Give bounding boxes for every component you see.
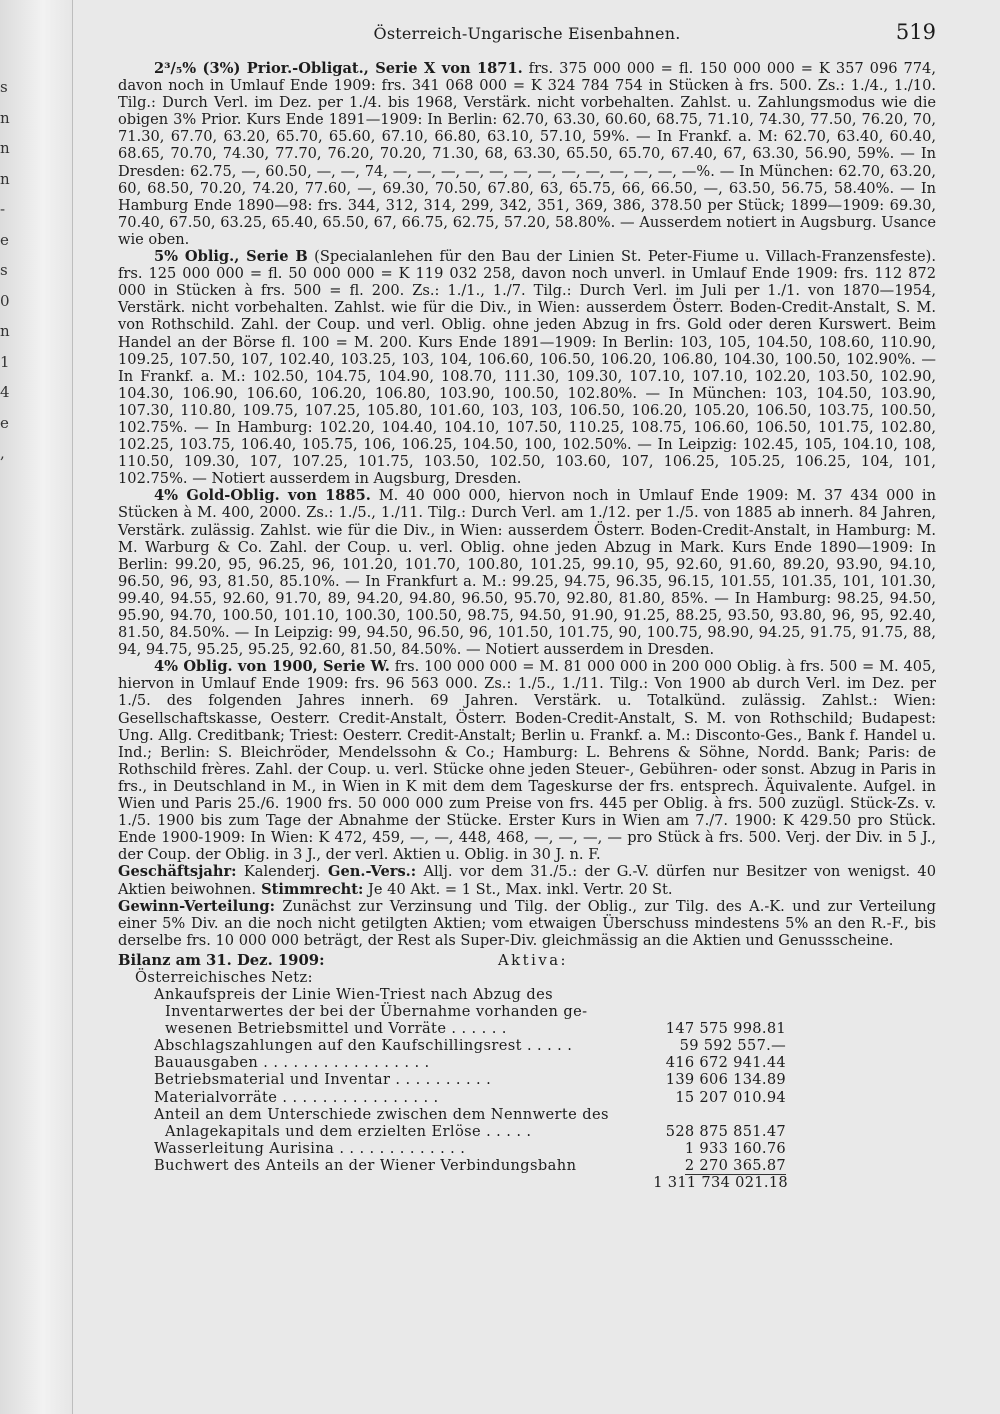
gutter-letter: 1 [0,352,10,371]
balance-label: wesenen Betriebsmittel und Vorräte . . . . . . [165,1020,507,1038]
balance-row [118,1089,936,1106]
balance-label: Buchwert des Anteils an der Wiener Verbindungsbahn [154,1156,577,1174]
stimmrecht-text: Je 40 Akt. = 1 St., Max. inkl. Vertr. 20 St. [363,880,673,898]
balance-row [118,1003,936,1020]
paragraph-lead: 5% Oblig., Serie B [154,248,308,266]
gewinn-lead: Gewinn-Verteilung: [118,897,275,915]
balance-amount: 528 875 851.47 [665,1122,786,1140]
balance-row [118,1020,936,1037]
page-header [118,14,936,48]
balance-row [118,1157,936,1174]
paragraph-lead: 2³/₅% (3%) Prior.-Obligat., Serie X von 1871. [154,60,523,77]
paragraph-text: (Specialanlehen für den Bau der Linien St. Peter-Fiume u. Villach-Franzensfeste). frs. 125 000 000 = fl. 50 000 000 = K 119 032 258, davon noch unverl. in Umlauf Ende 1909: frs. 112 872 000 in Stücken à frs. 500 = fl. 200. Zs.: 1./1., 1./7. Tilg.: Durch Verl. im Juli per 1./1. von 1870—1954, Verstärk. nicht vorbehalten. Zahlst. wie für die Div., in Wien: ausserdem Österr. Boden-Credit-Anstalt, S. M. von Rothschild. Zahl. der Coup. und verl. Oblig. ohne jeden Abzug in frs. Gold oder deren Kurswert. Beim Handel an der Börse fl. 100 = M. 200. Kurs Ende 1891—1909: In Berlin: 103, 105, 104.50, 108.60, 110.90, 109.25, 107.50, 107, 102.40, 103.25, 103, 104, 106.60, 106.50, 106.20, 106.80, 104.30, 100.50, 102.90%. — In Frankf. a. M.: 102.50, 104.75, 104.90, 108.70, 111.30, 109.30, 107.10, 107.10, 102.20, 103.50, 102.90, 104.30, 106.90, 106.60, 106.20, 106.80, 103.90, 100.50, 102.80%. — In München: 103, 104.50, 103.90, 107.30, 110.80, 109.75, 107.25, 105.80, 101.60, 103, 103, 106.50, 106.20, 105.20, 106.50, 103.75, 100.50, 102.75%. — In Hamburg: 102.20, 104.40, 104.10, 107.50, 110.25, 108.75, 106.60, 106.50, 101.75, 102.80, 102.25, 103.75, 106.40, 105.75, 106, 106.25, 104.50, 100, 102.50%. — In Leipzig: 102.45, 105, 104.10, 108, 110.50, 109.30, 107, 107.25, 101.75, 103.50, 102.50, 103.60, 107, 106.25, 105.25, 106.25, 104, 101, 102.75%. — Notiert ausserdem in Augsburg, Dresden. [118,248,936,488]
document-page [118,14,936,1404]
paragraph-lead: 4% Oblig. von 1900, Serie W. [154,658,390,676]
paragraph-geschaeftsjahr [118,863,936,897]
balance-label: Abschlagszahlungen auf den Kaufschillingsrest . . . . . [154,1037,573,1055]
balance-label: Bauausgaben . . . . . . . . . . . . . . . . . [154,1054,430,1072]
aktiva-label: Aktiva: [498,951,568,969]
gutter-letter: 4 [0,383,10,401]
geschaeftsjahr-lead: Geschäftsjahr: [118,863,237,881]
bilanz-title: Bilanz am 31. Dez. 1909: [118,951,325,969]
book-gutter [0,0,73,1414]
gutter-letter: s [0,78,8,96]
balance-label: Betriebsmaterial und Inventar . . . . . . . . . . [154,1071,492,1089]
balance-row [118,986,936,1003]
balance-amount: 1 933 160.76 [684,1139,786,1157]
gen-vers-text: Allj. vor dem 31./5.: der G.-V. dürfen nur Besitzer von wenigst. 40 Aktien beiwohnen. [118,863,936,898]
gutter-letter: n [0,322,10,340]
page-number: 519 [895,20,936,44]
paragraph-oblig-1900-serie-w [118,658,936,863]
balance-label: Ankaufspreis der Linie Wien-Triest nach Abzug des [154,985,554,1003]
gutter-letter: e [0,413,9,432]
balance-label: Wasserleitung Aurisina . . . . . . . . . . . . . [154,1139,466,1157]
balance-row [118,1106,936,1123]
running-title: Österreich-Ungarische Eisenbahnen. [373,24,681,43]
balance-label: Anteil an dem Unterschiede zwischen dem Nennwerte des [154,1105,609,1123]
balance-label: Inventarwertes der bei der Übernahme vorhanden ge- [165,1003,588,1021]
balance-table [118,969,936,1191]
paragraph-text: frs. 100 000 000 = M. 81 000 000 in 200 000 Oblig. à frs. 500 = M. 405, hiervon in Umlauf Ende 1909: frs. 96 563 000. Zs.: 1./5., 1./11. Tilg.: Von 1900 ab durch Verl. im Dez. per 1./5. des folgenden Jahres innerh. 69 Jahren. Verstärk. u. Totalkünd. zulässig. Zahlst.: Wien: Gesellschaftskasse, Oesterr. Credit-Anstalt, Österr. Boden-Credit-Anstalt, S. M. von Rothschild; Budapest: Ung. Allg. Creditbank; Triest: Oesterr. Credit-Anstalt; Berlin u. Frankf. a. M.: Disconto-Ges., Bank f. Handel u. Ind.; Berlin: S. Bleichröder, Mendelssohn & Co.; Hamburg: L. Behrens & Söhne, Nordd. Bank; Paris: de Rothschild frères. Zahl. der Coup. u. verl. Stücke ohne jeden Steuer-, Gebühren- oder sonst. Abzug in Paris in frs., in Deutschland in M., in Wien in K mit dem dem Tageskurse der frs. entsprech. Äquivalente. Aufgel. in Wien und Paris 25./6. 1900 frs. 50 000 000 zum Preise von frs. 445 per Oblig. à frs. 500 zuzügl. Stück-Zs. v. 1./5. 1900 bis zum Tage der Abnahme der Stücke. Erster Kurs in Wien am 7./7. 1900: K 429.50 pro Stück. Ende 1900-1909: In Wien: K 472, 459, —, —, 448, 468, —, —, —, — pro Stück à frs. 500. Verj. der Div. in 5 J., der Coup. der Oblig. in 3 J., der verl. Aktien u. Oblig. in 30 J. n. F. [118,658,936,864]
geschaeftsjahr-text: Kalenderj. [236,863,321,881]
balance-row [118,1071,936,1088]
gen-vers-lead: Gen.-Vers.: [320,863,417,881]
gutter-letter: - [0,200,6,218]
gutter-letter: e [0,230,9,249]
gutter-letter: n [0,139,10,157]
balance-amount: 2 270 365.87 [684,1156,786,1174]
stimmrecht-lead: Stimmrecht: [256,880,364,898]
balance-amount: 416 672 941.44 [665,1054,786,1072]
balance-amount: 15 207 010.94 [675,1088,786,1106]
balance-amount: 139 606 134.89 [665,1071,786,1089]
balance-section-label: Österreichisches Netz: [135,968,313,986]
balance-section-row [118,969,936,986]
paragraph-text: frs. 375 000 000 = fl. 150 000 000 = K 357 096 774, davon noch in Umlauf Ende 1909: frs. 341 068 000 = K 324 784 754 in Stücken à frs. 500. Zs.: 1./4., 1./10. Tilg.: Durch Verl. im Dez. per 1./4. bis 1968, Verstärk. nicht vorbehalten. Zahlst. u. Zahlungsmodus wie die obigen 3% Prior. Kurs Ende 1891—1909: In Berlin: 62.70, 63.30, 60.60, 68.75, 71.10, 74.30, 77.50, 76.20, 70, 71.30, 67.70, 63.20, 65.70, 65.60, 67.10, 66.80, 63.10, 57.10, 59%. — In Frankf. a. M: 62.70, 63.40, 60.40, 68.65, 70.70, 74.30, 77.70, 76.20, 70.20, 71.30, 68, 63.30, 65.50, 65.70, 67.40, 67, 63.30, 56.90, 59%. — In Dresden: 62.75, —, 60.50, —, —, 74, —, —, —, —, —, —, —, —, —, —, —, —, —%. — In München: 62.70, 63.20, 60, 68.50, 70.20, 74.20, 77.60, —, 69.30, 70.50, 67.80, 63, 65.75, 66, 66.50, —, 63.50, 56.75, 58.40%. — In Hamburg Ende 1890—98: frs. 344, 312, 314, 299, 342, 351, 369, 386, 378.50 per Stück; 1899—1909: 69.30, 70.40, 67.50, 63.25, 65.40, 65.50, 67, 66.75, 62.75, 57.20, 58.80%. — Ausserdem notiert in Augsburg. Usance wie oben. [118,60,936,248]
gewinn-text: Zunächst zur Verzinsung und Tilg. der Oblig., zur Tilg. des A.-K. und zur Verteilung einer 5% Div. an die noch nicht getilgten Aktien; vom etwaigen Überschuss mindestens 5% an den R.-F., bis derselbe frs. 10 000 000 beträgt, der Rest als Super-Div. gleichmässig an die Aktien und Genussscheine. [118,897,936,949]
balance-row [118,1054,936,1071]
paragraph-gold-oblig-1885 [118,487,936,658]
paragraph-prior-oblig-serie-x [118,60,936,248]
balance-amount: 59 592 557.— [679,1037,786,1055]
body-text [118,60,936,949]
balance-total: 1 311 734 021.18 [653,1174,788,1191]
paragraph-lead: 4% Gold-Oblig. von 1885. [154,487,371,505]
balance-amount: 147 575 998.81 [665,1020,786,1038]
balance-label: Anlagekapitals und dem erzielten Erlöse . . . . . [165,1122,532,1140]
gutter-letter: n [0,108,10,127]
paragraph-gewinn-verteilung [118,898,936,949]
paragraph-text: M. 40 000 000, hiervon noch in Umlauf Ende 1909: M. 37 434 000 in Stücken à M. 400, 2000. Zs.: 1./5., 1./11. Tilg.: Durch Verl. am 1./12. per 1./5. von 1885 ab innerh. 84 Jahren, Verstärk. zulässig. Zahlst. wie für die Div., in Wien: ausserdem Österr. Boden-Credit-Anstalt, in Hamburg: M. M. Warburg & Co. Zahl. der Coup. u. verl. Oblig. ohne jeden Abzug in Mark. Kurs Ende 1890—1909: In Berlin: 99.20, 95, 96.25, 96, 101.20, 101.70, 100.80, 101.25, 99.10, 95, 92.60, 91.60, 89.20, 93.90, 94.10, 96.50, 96, 93, 81.50, 85.10%. — In Frankfurt a. M.: 99.25, 94.75, 96.35, 96.15, 101.55, 101.35, 101, 101.30, 99.40, 94.55, 92.60, 91.70, 89, 94.20, 94.80, 96.50, 95.70, 92.80, 81.80, 85%. — In Hamburg: 98.25, 94.50, 95.90, 94.70, 100.50, 101.10, 100.30, 100.50, 98.75, 94.50, 91.90, 91.25, 88.25, 93.50, 93.80, 96, 95, 92.40, 81.50, 84.50%. — In Leipzig: 99, 94.50, 96.50, 96, 101.50, 101.75, 90, 100.75, 98.90, 94.25, 91.75, 91.75, 88, 94, 94.75, 95.25, 95.25, 92.60, 81.50, 84.50%. — Notiert ausserdem in Dresden. [118,487,936,659]
balance-row [118,1123,936,1140]
bilanz-heading [118,952,936,969]
gutter-letter: , [0,444,5,462]
balance-row [118,1037,936,1054]
gutter-letter: n [0,169,10,188]
gutter-letter: 0 [0,291,10,310]
balance-total-row [118,1174,936,1191]
balance-row [118,1140,936,1157]
paragraph-oblig-serie-b [118,248,936,487]
adjacent-page-margin-letters [0,72,14,469]
gutter-letter: s [0,261,8,279]
balance-label: Materialvorräte . . . . . . . . . . . . . . . . [154,1088,439,1106]
